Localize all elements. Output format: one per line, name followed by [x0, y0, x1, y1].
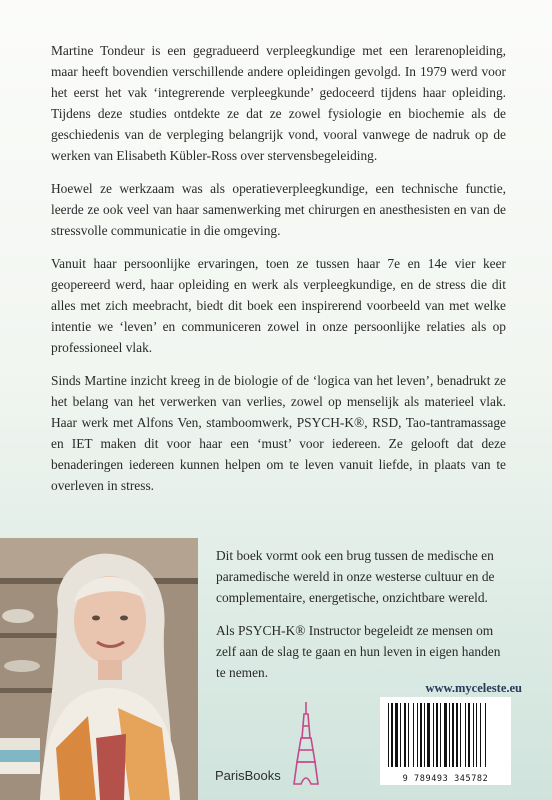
website-link[interactable]: www.myceleste.eu [425, 681, 522, 695]
barcode-bar [395, 703, 398, 767]
paragraph-education: Martine Tondeur is een gegradueerd verpleegkundige met een lerarenopleiding, maar heeft bovendien verschillende andere opleidingen gevolgd. In 1979 werd voor het eerst het vak ‘integrerende verpleegkunde’ gedoceerd tijdens haar opleiding. Tijdens deze studies ontdekte ze dat ze zowel fysiologie en biochemie als de geschiedenis van de verpleging belangrijk vond, vooral vanwege de nadruk op de werken van Elisabeth Kübler-Ross over stervensbegeleiding. [51, 43, 506, 163]
barcode-bar [388, 703, 389, 767]
isbn-barcode [380, 697, 511, 785]
barcode-bar [417, 703, 418, 767]
paragraph-experiences: Vanuit haar persoonlijke ervaringen, toen ze tussen haar 7e en 14e vier keer geopereerd werd, haar opleiding en werk als verpleegkundige, en de stress die dit alles met zich meebracht, biedt dit boek een inspirerend voorbeeld van met welke intentie we ‘leven’ en communiceren zowel in onze persoonlijke relaties als op professioneel vlak. [51, 256, 506, 355]
barcode-bar [449, 703, 450, 767]
barcode-bar [404, 703, 406, 767]
paragraph-bridge: Dit boek vormt ook een brug tussen de medische en paramedische wereld in onze westerse cultuur en de complementaire, energetische, onzichtbare wereld. [216, 548, 495, 605]
barcode-bar [485, 703, 486, 767]
isbn-number: 9 789493 345782 [402, 774, 489, 784]
barcode-bar [473, 703, 474, 767]
barcode-bar [480, 703, 481, 767]
barcode-bar [444, 703, 447, 767]
barcode-bar [452, 703, 454, 767]
barcode-bar [465, 703, 466, 767]
barcode-bar [456, 703, 458, 767]
barcode-bar [427, 703, 430, 767]
side-text [216, 545, 508, 695]
barcode-bar [420, 703, 422, 767]
barcode-bar [440, 703, 441, 767]
author-photo [0, 538, 198, 800]
publisher-name: ParisBooks [215, 768, 281, 783]
biography-text [51, 40, 506, 508]
barcode-bar [433, 703, 434, 767]
barcode-bar [424, 703, 425, 767]
barcode-bar [413, 703, 414, 767]
paragraph-operating-nurse: Hoewel ze werkzaam was als operatieverpleegkundige, een technische functie, leerde ze ook veel van haar samenwerking met chirurgen en anesthesisten en van de stressvolle communicatie in die omgeving. [51, 181, 506, 238]
paragraph-instructor: Als PSYCH-K® Instructor begeleidt ze mensen om zelf aan de slag te gaan en hun leven in eigen handen te nemen. [216, 623, 501, 680]
barcode-bar [468, 703, 470, 767]
barcode-bar [408, 703, 409, 767]
barcode-bar [460, 703, 461, 767]
barcode-bar [436, 703, 438, 767]
barcode-bar [476, 703, 477, 767]
publisher-logo [215, 700, 325, 790]
eiffel-tower-icon [293, 700, 319, 786]
barcode-bar [391, 703, 393, 767]
paragraph-logic-of-life: Sinds Martine inzicht kreeg in de biologie of de ‘logica van het leven’, benadrukt ze het belang van het verwerken van verlies, zowel op menselijk als materieel vlak. Haar werk met Alfons Ven, stamboomwerk, PSYCH-K®, RSD, Tao-tantramassage en IET maken dit voor haar een ‘must’ voor iedereen. Ze gelooft dat deze benaderingen iedereen kunnen helpen om te leven vanuit liefde, in plaats van te overleven in stress. [51, 373, 506, 493]
barcode-bar [400, 703, 401, 767]
